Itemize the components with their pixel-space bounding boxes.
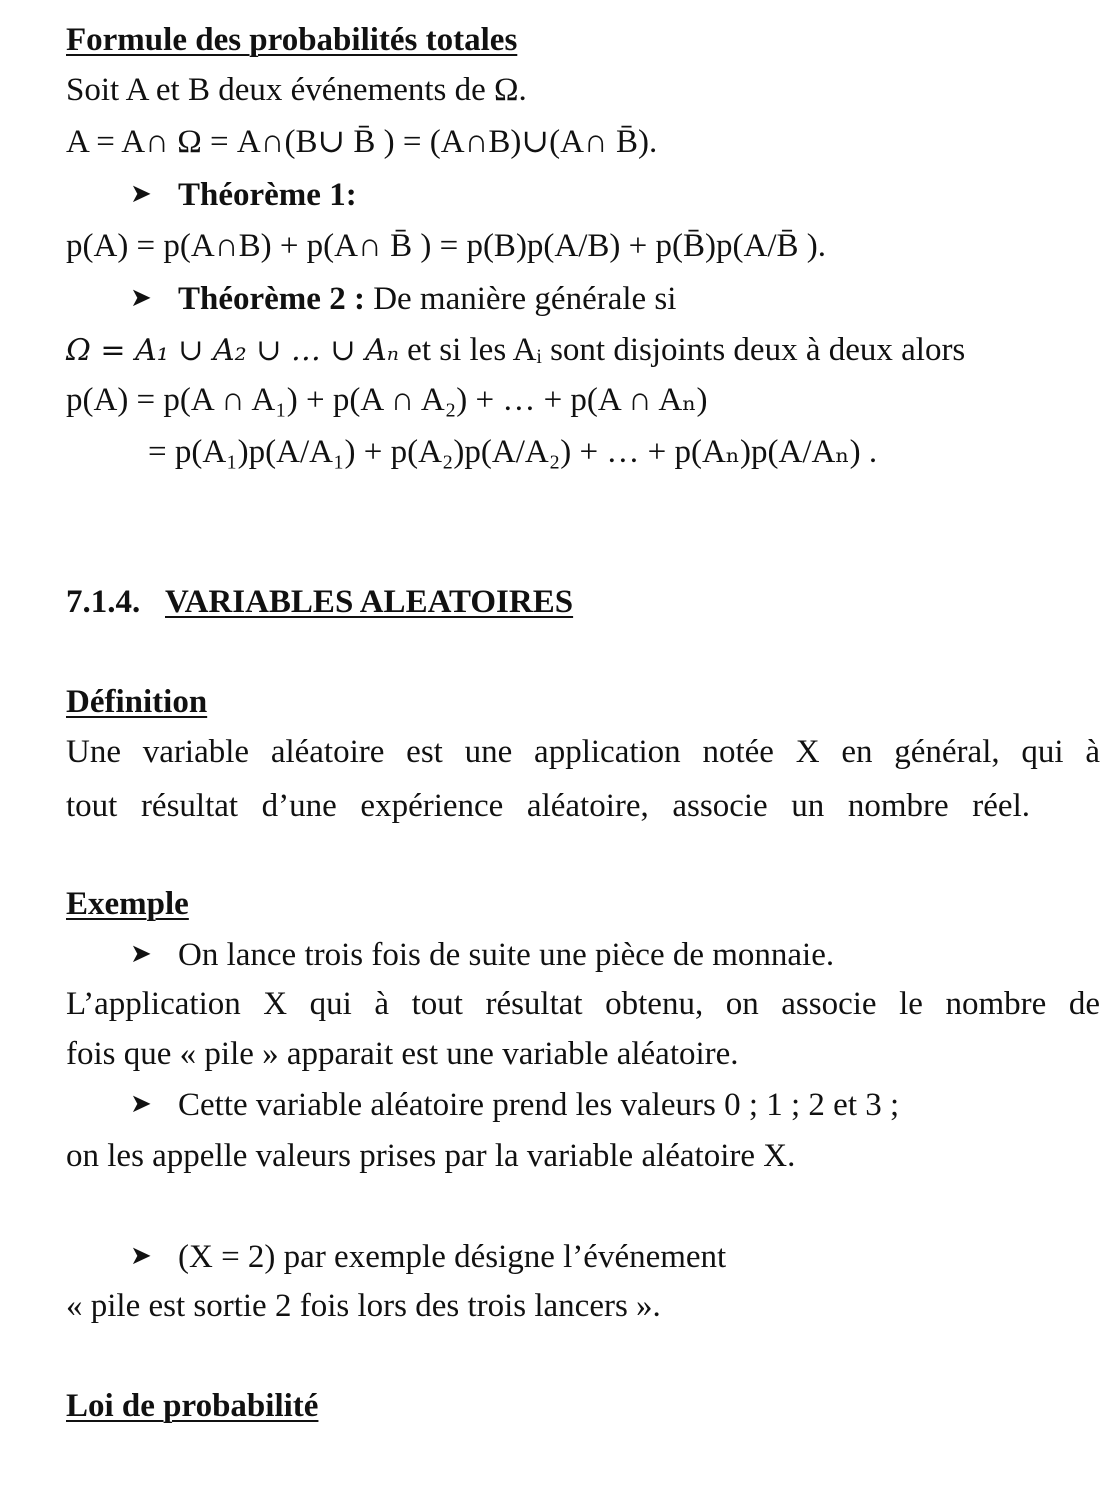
example-heading: Exemple: [66, 886, 189, 922]
partition-text: et si les Aᵢ sont disjoints deux à deux alors: [398, 332, 966, 368]
partition-line: [66, 330, 965, 371]
sum-formula-line2: = p(A₁)p(A/A₁) + p(A₂)p(A/A₂) + … + p(Aₙ)p(A/Aₙ) .: [148, 434, 878, 470]
definition-line1: Une variable aléatoire est une application notée X en général, qui à: [66, 734, 1100, 770]
arrowhead-bullet-icon: ➤: [130, 179, 152, 208]
theorem2-text: De manière générale si: [364, 281, 677, 317]
arrowhead-bullet-icon: ➤: [130, 1089, 152, 1118]
theorem2-label: Théorème 2 :: [178, 281, 365, 317]
theorem1-label: Théorème 1:: [178, 177, 357, 213]
law-heading: Loi de probabilité: [66, 1388, 319, 1424]
example-bullet2-text: Cette variable aléatoire prend les valeurs 0 ; 1 ; 2 et 3 ;: [178, 1087, 900, 1123]
arrowhead-bullet-icon: ➤: [130, 939, 152, 968]
theorem1-formula: p(A) = p(A∩B) + p(A∩ B̄ ) = p(B)p(A/B) + p(B̄)p(A/B̄ ).: [66, 228, 827, 264]
example-line1: L’application X qui à tout résultat obtenu, on associe le nombre de: [66, 986, 1100, 1022]
definition-line2: tout résultat d’une expérience aléatoire, associe un nombre réel.: [66, 788, 1030, 824]
sum-formula-line1: p(A) = p(A ∩ A₁) + p(A ∩ A₂) + … + p(A ∩ Aₙ): [66, 382, 708, 418]
section-title-total-probability: Formule des probabilités totales: [66, 22, 518, 58]
section-heading-random-variables: [66, 582, 573, 622]
section-number: 7.1.4.: [66, 584, 141, 620]
arrowhead-bullet-icon: ➤: [130, 283, 152, 312]
arrowhead-bullet-icon: ➤: [130, 1241, 152, 1270]
example-bullet1-text: On lance trois fois de suite une pièce de monnaie.: [178, 937, 835, 973]
example-line2: fois que « pile » apparait est une variable aléatoire.: [66, 1036, 739, 1072]
example-line4: « pile est sortie 2 fois lors des trois lancers ».: [66, 1288, 661, 1324]
example-bullet1: [130, 934, 834, 975]
decomposition-formula: A = A∩ Ω = A∩(B∪ B̄ ) = (A∩B)∪(A∩ B̄).: [66, 124, 658, 160]
intro-text: Soit A et B deux événements de Ω.: [66, 72, 527, 108]
partition-formula: Ω = A₁ ∪ A₂ ∪ … ∪ Aₙ: [66, 333, 399, 368]
definition-heading: Définition: [66, 684, 208, 720]
example-bullet3: [130, 1236, 726, 1277]
example-bullet2: [130, 1084, 899, 1125]
section-title-random-variables: VARIABLES ALEATOIRES: [165, 584, 574, 620]
example-bullet3-text: (X = 2) par exemple désigne l’événement: [178, 1239, 727, 1275]
theorem1-heading: [130, 174, 357, 215]
theorem2-heading: [130, 278, 676, 319]
example-line3: on les appelle valeurs prises par la variable aléatoire X.: [66, 1138, 796, 1174]
